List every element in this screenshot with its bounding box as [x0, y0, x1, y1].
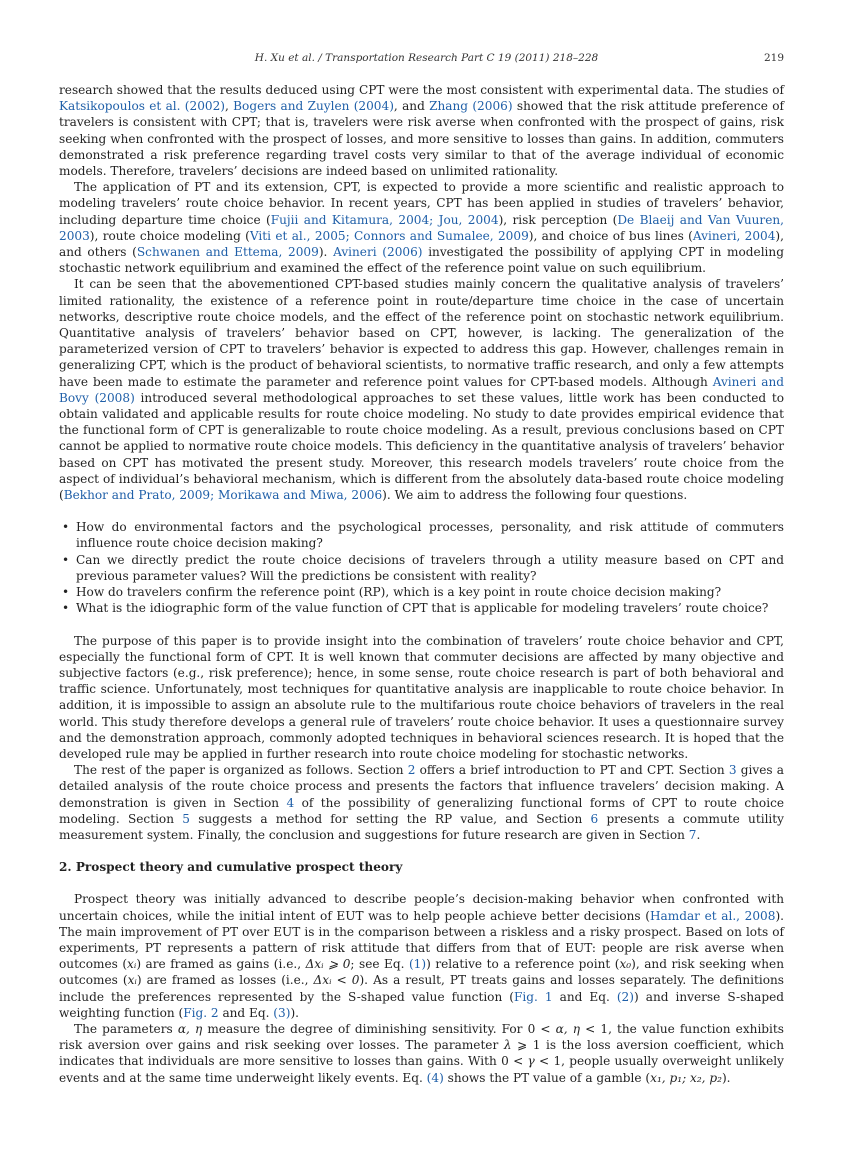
math-symbol: α, η	[177, 1021, 203, 1036]
section-link[interactable]: 5	[182, 811, 190, 826]
section-link[interactable]: 4	[286, 795, 295, 810]
figure-link[interactable]: Fig. 2	[183, 1005, 219, 1020]
list-item: • Can we directly predict the route choice decisions of travelers through a utility measure based on CPT and previous parameter values? Will the predictions be consistent with reality?	[59, 552, 784, 584]
citation-link[interactable]: Avineri (2006)	[333, 245, 423, 260]
equation-link[interactable]: (1)	[408, 957, 427, 972]
research-questions-list	[59, 519, 784, 616]
section-link[interactable]: 6	[590, 811, 599, 826]
equation-link[interactable]: (3)	[273, 1005, 291, 1020]
paragraph-6: Prospect theory was initially advanced to describe people’s decision-making behavior when confronted with uncertain choices, while the initial intent of EUT was to help people achieve better decisions (Hamdar et al., 2008). The main improvement of PT over EUT is in the comparison between a riskless and a risky prospect. Based on lots of experiments, PT represents a pattern of risk attitude that differs from that of EUT: people are risk averse when outcomes (xᵢ) are framed as gains (i.e., Δxᵢ ⩾ 0; see Eq. (1)) relative to a reference point (x₀), and risk seeking when outcomes (xᵢ) are framed as losses (i.e., Δxᵢ < 0). As a result, PT treats gains and losses separately. The definitions include the preferences represented by the S-shaped value function (Fig. 1 and Eq. (2)) and inverse S-shaped weighting function (Fig. 2 and Eq. (3)).	[59, 892, 784, 1020]
citation-link[interactable]: Zhang (2006)	[429, 99, 513, 114]
list-item: • What is the idiographic form of the value function of CPT that is applicable for modeling travelers’ route choice?	[59, 600, 784, 616]
running-header	[59, 50, 784, 66]
citation-link[interactable]: Avineri, 2004	[692, 228, 776, 243]
equation-link[interactable]: (4)	[426, 1070, 444, 1085]
figure-link[interactable]: Fig. 1	[514, 989, 553, 1004]
math-symbol: x₀	[619, 957, 632, 972]
math-symbol: xᵢ	[127, 957, 137, 972]
math-symbol: γ	[527, 1054, 535, 1069]
math-symbol: λ	[503, 1038, 512, 1053]
section-heading: 2. Prospect theory and cumulative prospect theory	[59, 860, 403, 875]
math-symbol: Δxᵢ ⩾ 0	[305, 957, 351, 972]
article-page	[59, 50, 784, 1086]
math-symbol: Δxᵢ < 0	[313, 973, 360, 988]
citation-link[interactable]: Bogers and Zuylen (2004)	[233, 99, 394, 114]
citation-link[interactable]: Hamdar et al., 2008	[650, 908, 776, 923]
list-item: • How do travelers confirm the reference point (RP), which is a key point in route choice decision making?	[59, 584, 784, 600]
paragraph-3: It can be seen that the abovementioned CPT-based studies mainly concern the qualitative analysis of travelers’ limited rationality, the existence of a reference point in route/departure time choice in the case of uncertain networks, descriptive route choice models, and the effect of the reference point on stochastic network equilibrium. Quantitative analysis of travelers’ behavior based on CPT, however, is lacking. The generalization of the parameterized version of CPT to travelers’ behavior is expected to address this gap. However, challenges remain in generalizing CPT, which is the product of behavioral scientists, to normative traffic research, and only a few attempts have been made to estimate the parameter and reference point values for CPT-based models. Although Avineri and Bovy (2008) introduced several methodological approaches to set these values, little work has been conducted to obtain validated and applicable results for route choice modeling. No study to date provides empirical evidence that the functional form of CPT is generalizable to route choice modeling. As a result, previous conclusions based on CPT cannot be applied to normative route choice models. This deficiency in the quantitative analysis of travelers’ behavior based on CPT has motivated the present study. Moreover, this research models travelers’ route choice from the aspect of individual’s behavioral mechanism, which is different from the absolutely data-based route choice modeling (Bekhor and Prato, 2009; Morikawa and Miwa, 2006). We aim to address the following four questions.	[59, 277, 784, 503]
paragraph-1: research showed that the results deduced using CPT were the most consistent with experimental data. The studies of Katsikopoulos et al. (2002), Bogers and Zuylen (2004), and Zhang (2006) showed that the risk attitude preference of travelers is consistent with CPT; that is, travelers were risk averse when confronted with the prospect of gains, risk seeking when confronted with the prospect of losses, and more sensitive to losses than gains. In addition, commuters demonstrated a risk preference regarding travel costs very similar to that of the average individual of economic models. Therefore, travelers’ decisions are indeed based on unlimited rationality.	[59, 83, 784, 179]
citation-link[interactable]: De Blaeij and Van Vuuren, 2003	[59, 212, 784, 243]
citation-link[interactable]: Avineri and Bovy (2008)	[59, 374, 784, 405]
citation-link[interactable]: Schwanen and Ettema, 2009	[136, 245, 319, 260]
math-symbol: x₁, p₁; x₂, p₂	[650, 1070, 722, 1085]
citation-link[interactable]: Fujii and Kitamura, 2004; Jou, 2004	[270, 212, 499, 227]
citation-link[interactable]: Katsikopoulos et al. (2002)	[59, 99, 226, 114]
math-symbol: xᵢ	[127, 973, 137, 988]
section-link[interactable]: 2	[407, 763, 416, 778]
section-link[interactable]: 7	[688, 827, 697, 842]
citation-link[interactable]: Bekhor and Prato, 2009; Morikawa and Miwa, 2006	[63, 488, 383, 503]
running-title: H. Xu et al. / Transportation Research Part C 19 (2011) 218–228	[254, 52, 599, 64]
page-number: 219	[763, 52, 784, 64]
paragraph-4: The purpose of this paper is to provide insight into the combination of travelers’ route choice behavior and CPT, especially the functional form of CPT. It is well known that commuter decisions are affected by many objective and subjective factors (e.g., risk preference); hence, in some sense, route choice research is part of both behavioral and traffic science. Unfortunately, most techniques for quantitative analysis are inapplicable to route choice behavior. In addition, it is impossible to assign an absolute rule to the multifarious route choice behaviors of travelers in the real world. This study therefore develops a general rule of travelers’ route choice behavior. It uses a questionnaire survey and the demonstration approach, commonly adopted techniques in behavioral sciences research. It is hoped that the developed rule may be applied in further research into route choice modeling for stochastic networks.	[59, 633, 784, 761]
paragraph-5: The rest of the paper is organized as follows. Section 2 offers a brief introduction to PT and CPT. Section 3 gives a detailed analysis of the route choice process and presents the factors that influence travelers’ decision making. A demonstration is given in Section 4 of the possibility of generalizing functional forms of CPT to route choice modeling. Section 5 suggests a method for setting the RP value, and Section 6 presents a commute utility measurement system. Finally, the conclusion and suggestions for future research are given in Section 7.	[59, 763, 784, 842]
section-link[interactable]: 3	[728, 763, 737, 778]
paragraph-7: The parameters α, η measure the degree of diminishing sensitivity. For 0 < α, η < 1, the value function exhibits risk aversion over gains and risk seeking over losses. The parameter λ ⩾ 1 is the loss aversion coefficient, which indicates that individuals are more sensitive to losses than gains. With 0 < γ < 1, people usually overweight unlikely events and at the same time underweight likely events. Eq. (4) shows the PT value of a gamble (x₁, p₁; x₂, p₂).	[59, 1021, 784, 1085]
list-item: • How do environmental factors and the psychological processes, personality, and risk attitude of commuters influence route choice decision making?	[59, 519, 784, 551]
equation-link[interactable]: (2)	[616, 989, 634, 1004]
paragraph-2: The application of PT and its extension, CPT, is expected to provide a more scientific and realistic approach to modeling travelers’ route choice behavior. In recent years, CPT has been applied in studies of travelers’ behavior, including departure time choice (Fujii and Kitamura, 2004; Jou, 2004), risk perception (De Blaeij and Van Vuuren, 2003), route choice modeling (Viti et al., 2005; Connors and Sumalee, 2009), and choice of bus lines (Avineri, 2004), and others (Schwanen and Ettema, 2009). Avineri (2006) investigated the possibility of applying CPT in modeling stochastic network equilibrium and examined the effect of the reference point value on such equilibrium.	[59, 180, 784, 276]
math-symbol: α, η	[555, 1021, 581, 1036]
citation-link[interactable]: Viti et al., 2005; Connors and Sumalee, 2009	[249, 228, 529, 243]
